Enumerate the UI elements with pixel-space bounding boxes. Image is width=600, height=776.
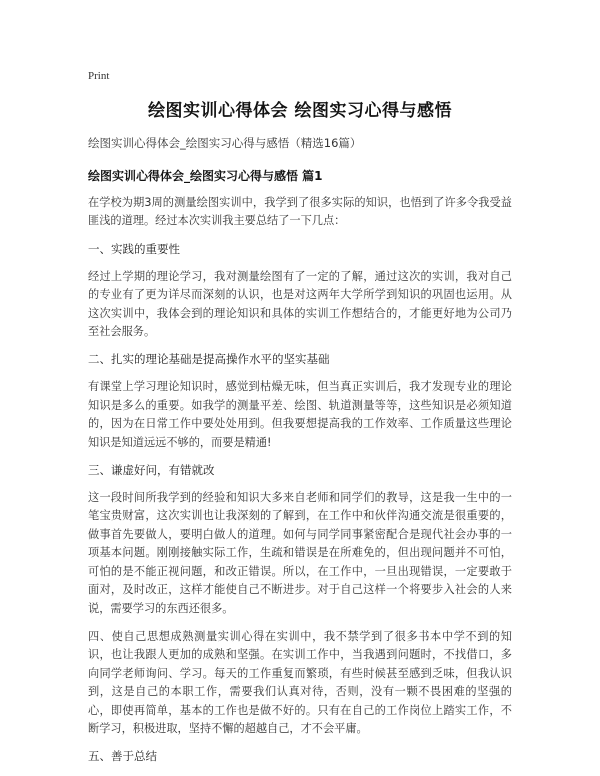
heading-summary: 五、善于总结 [88, 749, 157, 764]
heading-theory: 二、扎实的理论基础是提高操作水平的坚实基础 [88, 352, 330, 367]
intro-paragraph: 在学校为期3周的测量绘图实训中，我学到了很多实际的知识，也悟到了许多令我受益匪浅的道理。经过本次实训我主要总结了一下几点： [88, 196, 512, 228]
paragraph-humble: 这一段时间所我学到的经验和知识大多来自老师和同学们的教导，这是我一生中的一笔宝贵财富，这次实训也让我深刻的了解到，在工作中和伙伴沟通交流是很重要的，做事首先要做人，要明白做人的道理。如何与同学同事紧密配合是现代社会办事的一项基本问题。刚刚接触实际工作，生疏和错误是在所难免的，但出现问题并不可怕，可怕的是不能正视问题，和改正错误。所以，在工作中，一旦出现错误，一定要敢于面对，及时改正，这样才能使自己不断进步。对于自己这样一个将要步入社会的人来说，需要学习的东西还很多。 [88, 491, 512, 615]
heading-practice: 一、实践的重要性 [88, 241, 180, 256]
paragraph-mature: 四、使自己思想成熟测量实训心得在实训中，我不禁学到了很多书本中学不到的知识，也让我跟人更加的成熟和坚强。在实训工作中，当我遇到问题时，不找借口，多向同学老师询问、学习。每天的工作重复而繁琐，有些时候甚至感到乏味，但我认识到，这是自己的本职工作，需要我们认真对待，否则，没有一颗不畏困难的坚强的心，即使再简单，基本的工作也是做不好的。只有在自己的工作岗位上踏实工作，不断学习，积极进取，坚持不懈的超越自己，才不会平庸。 [88, 629, 512, 735]
paragraph-practice: 经过上学期的理论学习，我对测量绘图有了一定的了解，通过这次的实训，我对自己的专业有了更为详尽而深刻的认识，也是对这两年大学所学到知识的巩固也运用。从这次实训中，我体会到的理论知识和具体的实训工作想结合的，才能更好地为公司乃至社会服务。 [88, 269, 512, 339]
page-title: 绘图实训心得体会 绘图实习心得与感悟 [148, 101, 452, 121]
print-label[interactable]: Print [88, 70, 110, 82]
heading-humble: 三、谦虚好问，有错就改 [88, 463, 215, 478]
paragraph-theory: 有课堂上学习理论知识时，感觉到枯燥无味，但当真正实训后，我才发现专业的理论知识是多么的重要。如我学的测量平差、绘图、轨道测量等等，这些知识是必须知道的，因为在日常工作中要处处用到。但我要想提高我的工作效率、工作质量这些理论知识是知道远远不够的，而要是精通! [88, 380, 512, 449]
subtitle: 绘图实训心得体会_绘图实习心得与感悟（精选16篇） [88, 136, 362, 150]
article-title: 绘图实训心得体会_绘图实习心得与感悟 篇1 [88, 169, 323, 183]
